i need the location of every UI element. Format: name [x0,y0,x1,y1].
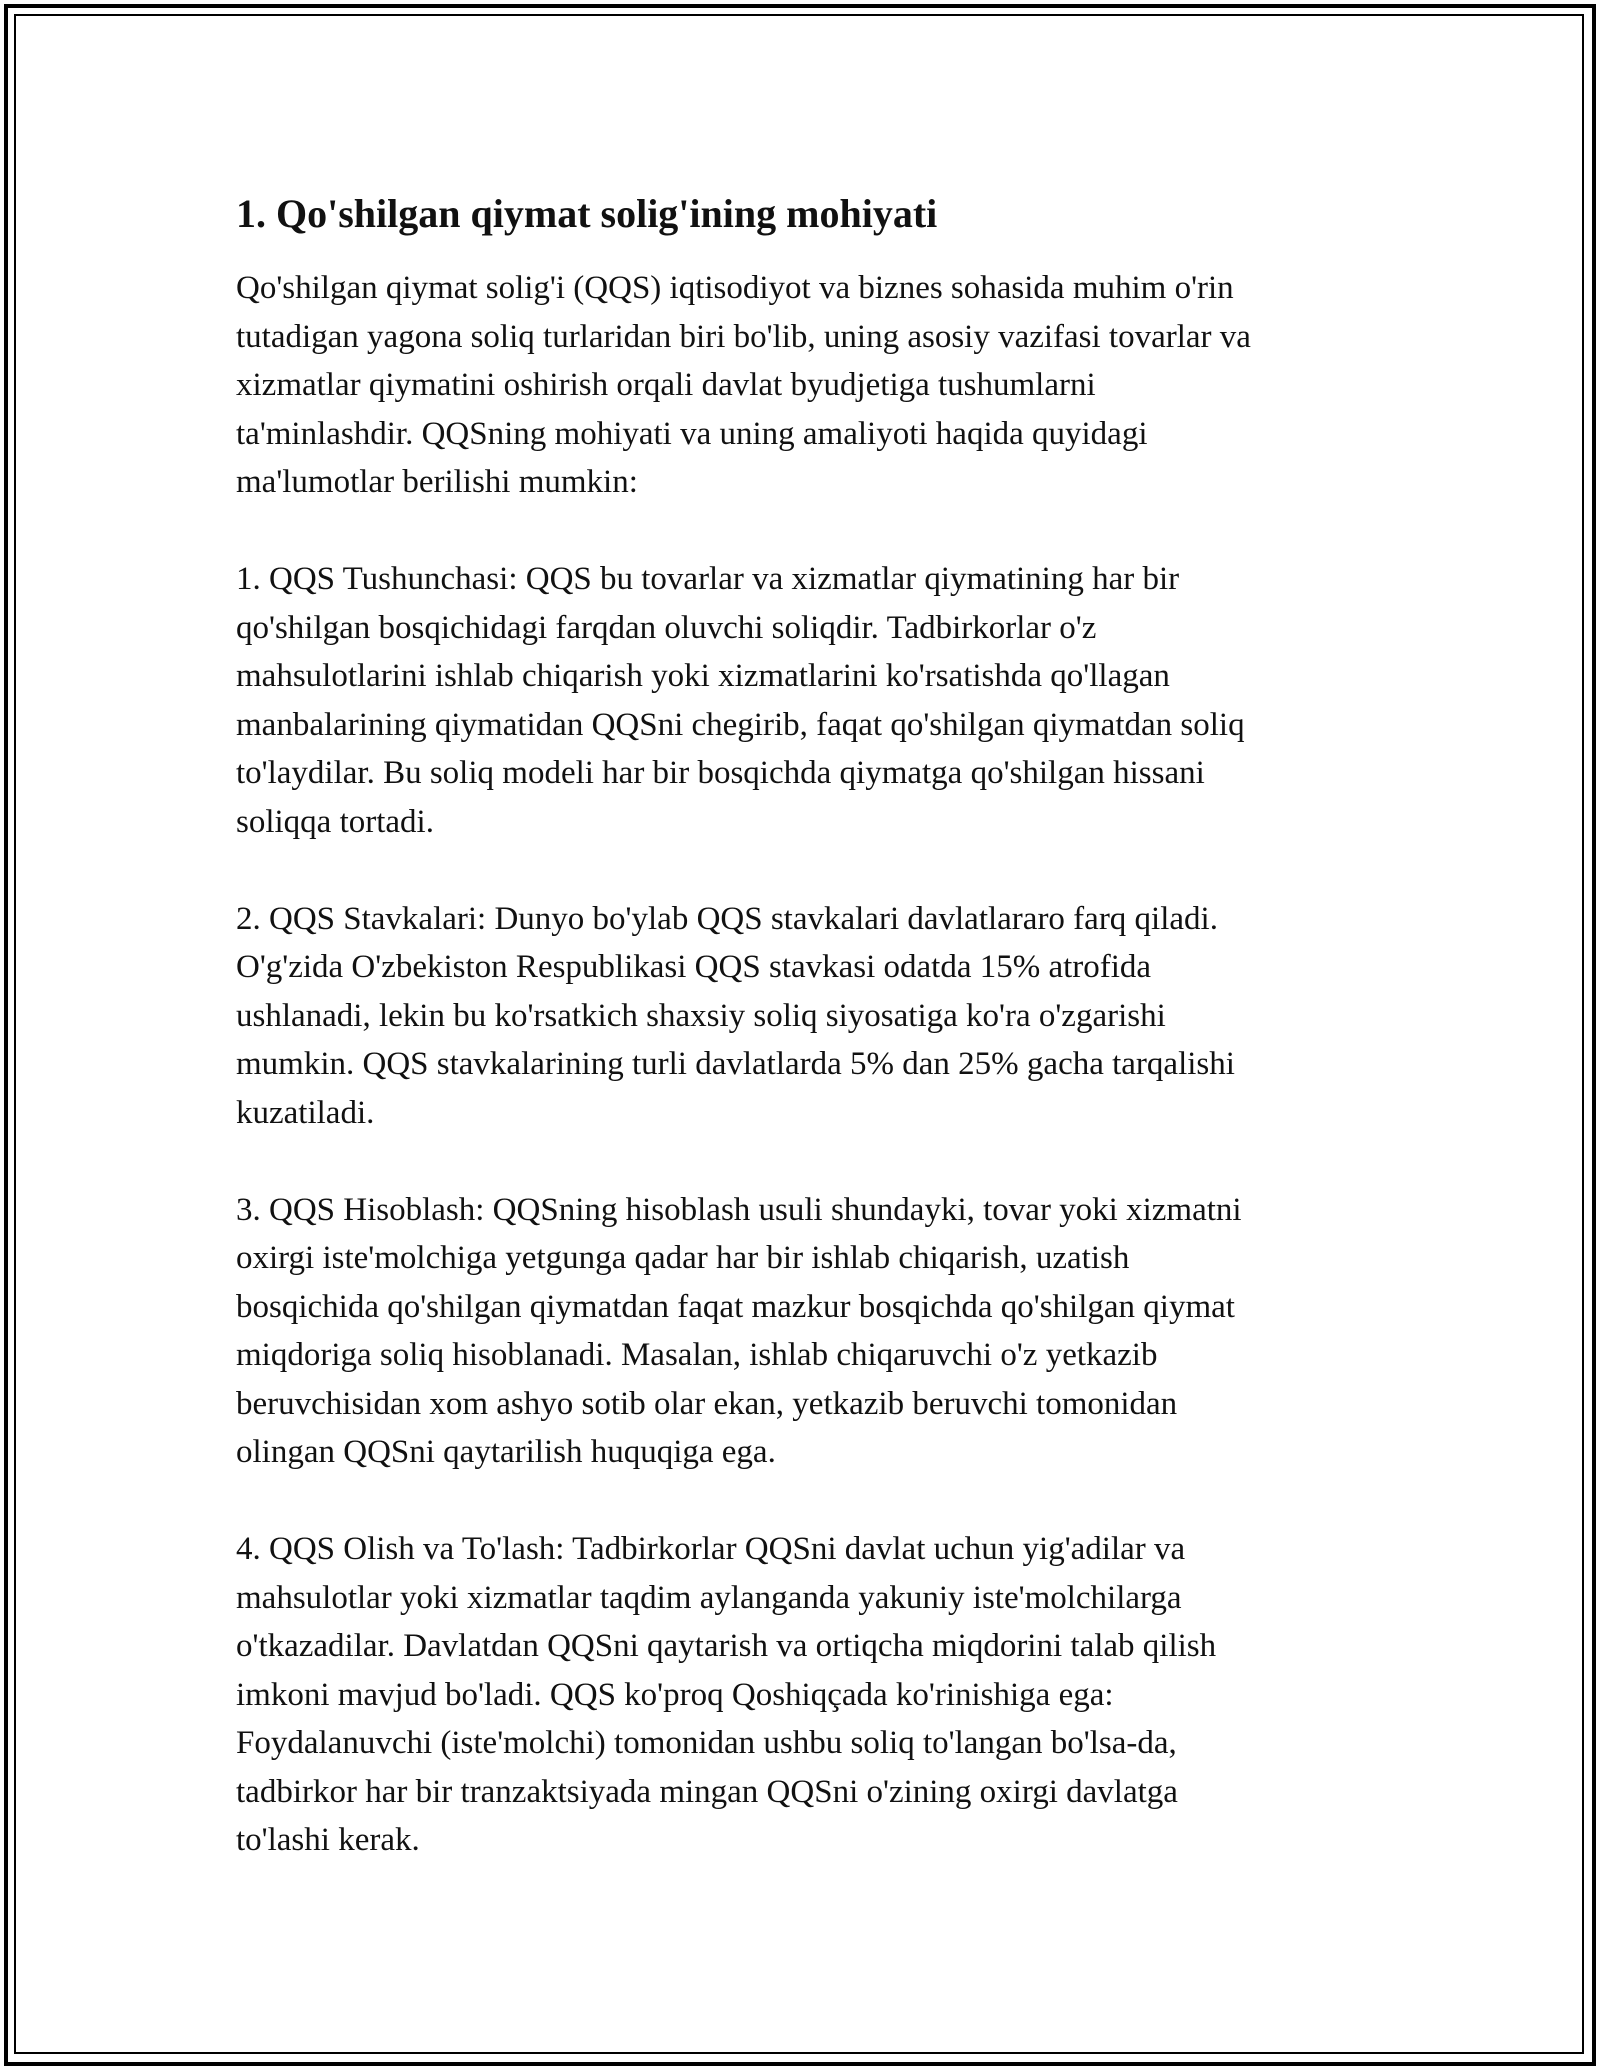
text-line: Qo'shilgan qiymat solig'i (QQS) iqtisodiyot va biznes sohasida muhim o'rin [236,270,1234,306]
text-line: oxirgi iste'molchiga yetgunga qadar har bir ishlab chiqarish, uzatish [236,1240,1130,1276]
text-line: O'g'zida O'zbekiston Respublikasi QQS stavkasi odatda 15% atrofida [236,949,1152,985]
text-line: ta'minlashdir. QQSning mohiyati va uning amaliyoti haqida quyidagi [236,415,1148,452]
paragraph-qqs-collection [236,1525,1386,1865]
text-line: olingan QQSni qaytarilish huquqiga ega. [236,1434,776,1470]
text-line: miqdoriga soliq hisoblanadi. Masalan, ishlab chiqaruvchi o'z yetkazib [236,1337,1158,1373]
section-title: 1. Qo'shilgan qiymat solig'ining mohiyati [236,191,938,236]
text-line: tutadigan yagona soliq turlaridan biri bo'lib, uning asosiy vazifasi tovarlar va [236,318,1251,355]
intro-paragraph [236,264,1386,507]
text-line: beruvchisidan xom ashyo sotib olar ekan, yetkazib beruvchi tomonidan [236,1385,1178,1422]
text-line: manbalarining qiymatidan QQSni chegirib, faqat qo'shilgan qiymatdan soliq [236,706,1245,743]
text-line: soliqqa tortadi. [236,803,434,840]
text-line: Foydalanuvchi (iste'molchi) tomonidan ushbu soliq to'langan bo'lsa-da, [236,1725,1177,1761]
text-line: ushlanadi, lekin bu ko'rsatkich shaxsiy soliq siyosatiga ko'ra o'zgarishi [236,997,1166,1034]
text-line: to'lashi kerak. [236,1822,420,1858]
paragraph-qqs-concept [236,555,1386,846]
text-line: kuzatiladi. [236,1094,375,1131]
text-line: 3. QQS Hisoblash: QQSning hisoblash usuli shundayki, tovar yoki xizmatni [236,1191,1242,1228]
text-line: 4. QQS Olish va To'lash: Tadbirkorlar QQSni davlat uchun yig'adilar va [236,1531,1186,1567]
text-line: 1. QQS Tushunchasi: QQS bu tovarlar va xizmatlar qiymatining har bir [236,561,1180,597]
text-line: mahsulotlar yoki xizmatlar taqdim aylanganda yakuniy iste'molchilarga [236,1579,1182,1616]
document-body [236,186,1386,1913]
text-line: bosqichida qo'shilgan qiymatdan faqat mazkur bosqichda qo'shilgan qiymat [236,1288,1235,1325]
text-line: mumkin. QQS stavkalarining turli davlatlarda 5% dan 25% gacha tarqalishi [236,1046,1235,1082]
text-line: mahsulotlarini ishlab chiqarish yoki xizmatlarini ko'rsatishda qo'llagan [236,658,1170,694]
text-line: o'tkazadilar. Davlatdan QQSni qaytarish va ortiqcha miqdorini talab qilish [236,1628,1217,1664]
text-line: xizmatlar qiymatini oshirish orqali davlat byudjetiga tushumlarni [236,367,1096,403]
paragraph-qqs-calculation [236,1186,1386,1477]
text-line: qo'shilgan bosqichidagi farqdan oluvchi soliqdir. Tadbirkorlar o'z [236,609,1097,646]
text-line: ma'lumotlar berilishi mumkin: [236,464,638,500]
text-line: imkoni mavjud bo'ladi. QQS ko'proq Qoshiqçada ko'rinishiga ega: [236,1676,1114,1713]
text-line: 2. QQS Stavkalari: Dunyo bo'ylab QQS stavkalari davlatlararo farq qiladi. [236,900,1218,937]
text-line: tadbirkor har bir tranzaktsiyada mingan QQSni o'zining oxirgi davlatga [236,1773,1178,1810]
text-line: to'laydilar. Bu soliq modeli har bir bosqichda qiymatga qo'shilgan hissani [236,755,1205,791]
paragraph-qqs-rates [236,895,1386,1138]
